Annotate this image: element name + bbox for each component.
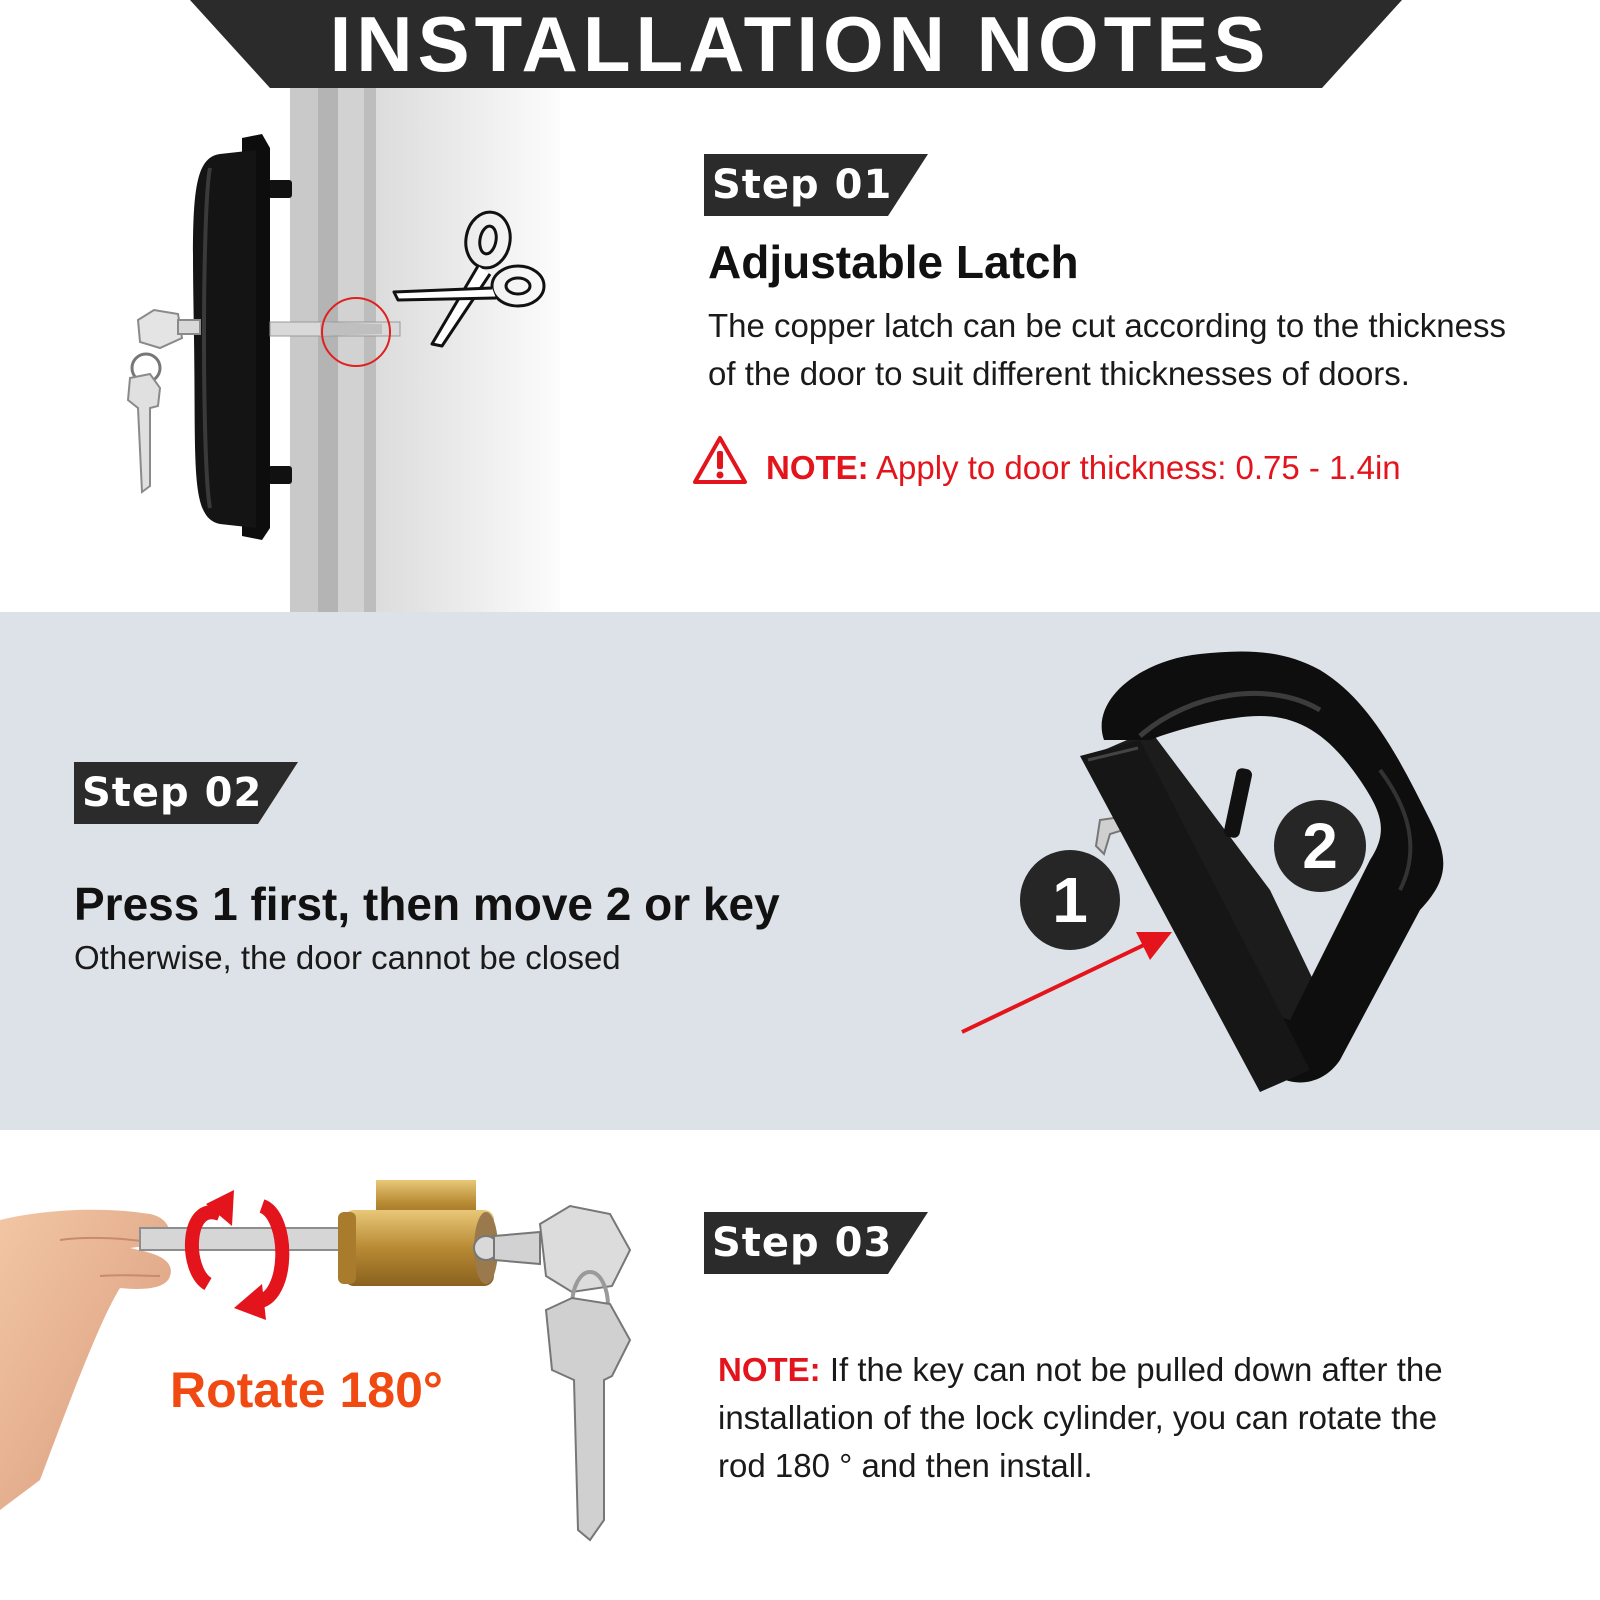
note-text: Apply to door thickness: 0.75 - 1.4in: [868, 449, 1401, 486]
note-text: If the key can not be pulled down after the: [820, 1351, 1443, 1388]
step-02-subtitle: Otherwise, the door cannot be closed: [74, 939, 621, 976]
step-01-description-line2: of the door to suit different thicknesses of doors.: [708, 355, 1410, 392]
step-02-badge: Step 02: [74, 762, 298, 824]
page-title: INSTALLATION NOTES: [329, 0, 1271, 88]
marker-1: 1: [1020, 850, 1120, 950]
step-03-note-line2: installation of the lock cylinder, you can rotate the: [718, 1399, 1438, 1436]
rotate-label: Rotate 180°: [170, 1362, 443, 1418]
step-01-description-line1: The copper latch can be cut according to the thickness: [708, 307, 1506, 344]
marker-2: 2: [1274, 800, 1366, 892]
step-02-title: Press 1 first, then move 2 or key: [74, 878, 780, 930]
warning-triangle-icon: [692, 434, 748, 486]
step-01-title: Adjustable Latch: [708, 236, 1079, 288]
step-01-note: [766, 448, 1401, 488]
step-01-badge: Step 01: [704, 154, 928, 216]
scissors-icon: [392, 208, 552, 358]
step-03-note-line3: rod 180 ° and then install.: [718, 1447, 1093, 1484]
note-label: NOTE:: [766, 449, 869, 486]
step-03-badge: Step 03: [704, 1212, 928, 1274]
step-03-note-line1: [718, 1350, 1443, 1390]
note-label: NOTE:: [718, 1351, 821, 1388]
